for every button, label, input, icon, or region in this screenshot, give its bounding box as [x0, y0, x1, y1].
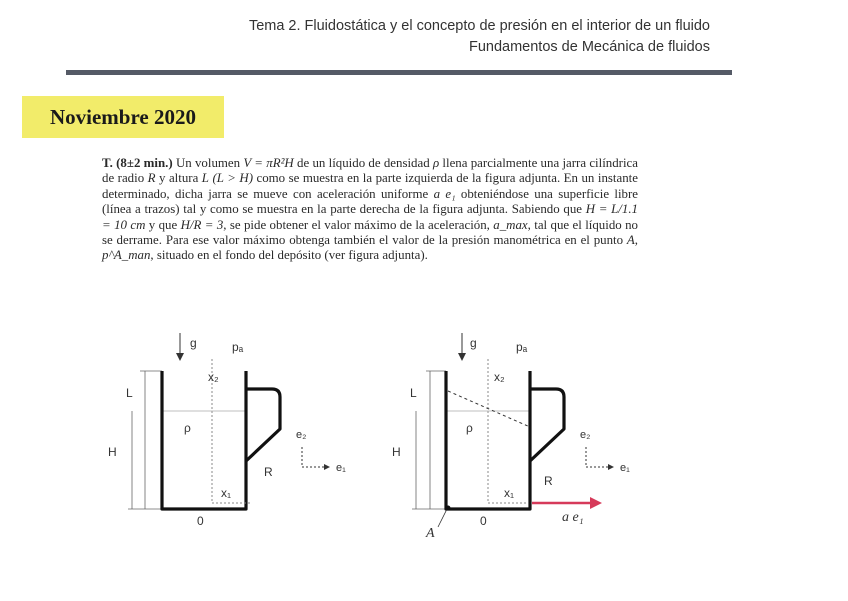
gravity-label: g: [190, 336, 197, 350]
gravity-arrowhead: [458, 353, 466, 361]
figure-left: [90, 325, 380, 535]
problem-text: , se pide obtener el valor máximo de la aceleración,: [223, 217, 494, 232]
x1-label: x₁: [504, 486, 515, 500]
e1-arrowhead: [608, 464, 614, 470]
problem-text: y altura: [155, 171, 202, 186]
e1-label: e₁: [336, 462, 346, 474]
height-symbol: L: [201, 171, 209, 186]
problem-text: y que: [145, 217, 181, 232]
e1-label: e₁: [620, 462, 630, 474]
density-symbol: ρ: [432, 156, 440, 170]
tilted-free-surface: [448, 391, 530, 427]
e2-label: e₂: [296, 429, 307, 441]
gravity-label: g: [470, 336, 477, 350]
pressure-symbol: p^A_man: [102, 248, 151, 263]
h-label: H: [108, 445, 117, 459]
jar-body: [162, 371, 246, 509]
l-label: L: [126, 386, 133, 400]
header-title: Tema 2. Fluidostática y el concepto de presión en el interior de un fluido: [248, 18, 710, 34]
problem-text: , situado en el fondo del depósito (ver figura adjunta).: [150, 248, 428, 263]
volume-equation: V = πR²H: [243, 156, 294, 170]
problem-text: como se muestra en la parte izquierda de la figura adjunta. En un instante determinado, dicha jarra se mueve con aceleración uniforme: [102, 171, 638, 201]
header-subtitle: Fundamentos de Mecánica de fluidos: [468, 39, 710, 55]
gravity-arrowhead: [176, 353, 184, 361]
origin-label: 0: [197, 514, 204, 528]
problem-text: obteniéndose una superficie libre (línea a trazos) tal y como se muestra en la parte derecha de la figura adjunta. Sabiendo que: [102, 186, 639, 217]
problem-label: T. (8±2 min.): [102, 156, 173, 170]
problem-text: ,: [634, 233, 638, 248]
density-label: ρ: [184, 421, 191, 435]
l-label: L: [410, 386, 417, 400]
problem-text: llena parcialmente una jarra cilíndrica de radio: [102, 156, 638, 186]
acceleration-symbol: a e₁: [433, 186, 456, 201]
height-condition: (L > H): [212, 171, 253, 186]
amax-symbol: a_max: [493, 217, 528, 232]
h-equation: H = L/1.1 = 10 cm: [102, 202, 638, 232]
radius-symbol: R: [147, 171, 156, 186]
jar-handle: [530, 389, 564, 461]
atm-pressure-label: pₐ: [516, 340, 528, 354]
acceleration-label: a e₁: [562, 510, 584, 525]
point-a-marker: [446, 506, 451, 511]
e1-arrowhead: [324, 464, 330, 470]
density-label: ρ: [466, 421, 473, 435]
date-badge: Noviembre 2020: [22, 96, 224, 138]
r-label: R: [264, 465, 273, 479]
r-label: R: [544, 474, 553, 488]
origin-label: 0: [480, 514, 487, 528]
point-a-label: A: [426, 526, 435, 541]
problem-text: Un volumen: [172, 156, 244, 170]
acceleration-arrowhead: [590, 497, 602, 509]
h-label: H: [392, 445, 401, 459]
problem-text: de un líquido de densidad: [293, 156, 433, 170]
header-divider: [66, 70, 732, 75]
point-a-symbol: A: [626, 233, 635, 248]
figure-right: [374, 325, 664, 545]
e2-label: e₂: [580, 429, 591, 441]
problem-text: , tal que el líquido no se derrame. Para ese valor máximo obtenga también el valor de la presión manométrica en el punto: [102, 217, 638, 248]
x1-label: x₁: [221, 486, 232, 500]
x2-label: x₂: [208, 370, 219, 384]
atm-pressure-label: pₐ: [232, 340, 244, 354]
hr-ratio: H/R = 3: [180, 217, 224, 232]
problem-statement: [102, 156, 638, 264]
jar-handle: [246, 389, 280, 461]
x2-label: x₂: [494, 370, 505, 384]
